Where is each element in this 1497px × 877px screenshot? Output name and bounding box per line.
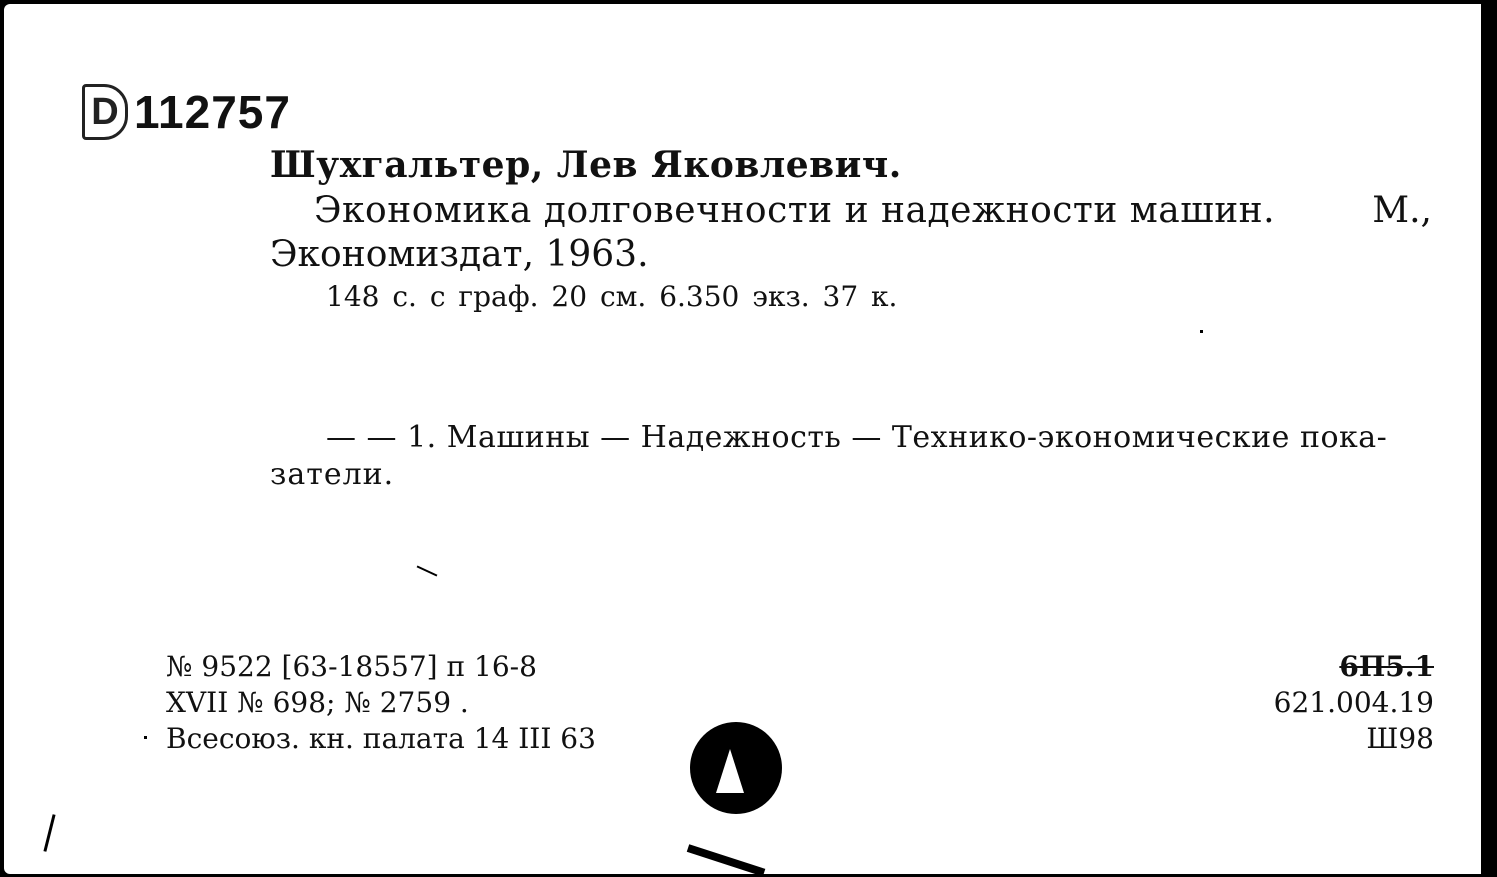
d-stamp-icon: D	[82, 84, 128, 140]
scan-speck	[144, 736, 147, 739]
card-number-line: № 9522 [63-18557] п 16-8	[166, 650, 537, 683]
scan-smudge	[417, 565, 438, 576]
scan-smudge	[43, 814, 55, 852]
book-title: Экономика долговечности и надежности машин.	[314, 190, 1276, 231]
author-mark: Ш98	[1366, 722, 1434, 755]
catalog-card	[4, 4, 1492, 874]
physical-description: 148 с. с граф. 20 см. 6.350 экз. 37 к.	[326, 280, 898, 313]
publisher-year: Экономиздат, 1963.	[270, 234, 649, 275]
scan-smudge	[687, 844, 766, 874]
accession-stamp	[82, 84, 291, 140]
subject-heading-line2: затели.	[270, 457, 395, 492]
classification-crossed: 6П5.1	[1339, 650, 1434, 683]
hole-notch	[716, 749, 744, 793]
author-heading: Шухгальтер, Лев Яковлевич.	[270, 144, 902, 186]
chamber-line: Всесоюз. кн. палата 14 III 63	[166, 722, 596, 755]
udc-code: 621.004.19	[1273, 686, 1434, 719]
series-number-line: XVII № 698; № 2759 .	[166, 686, 469, 719]
publication-place: М.,	[1372, 190, 1432, 231]
accession-number: 112757	[134, 86, 291, 138]
scan-border	[1481, 0, 1497, 877]
subject-heading-line1: — — 1. Машины — Надежность — Технико-экономические пока-	[326, 420, 1388, 455]
scan-speck	[1200, 330, 1203, 333]
